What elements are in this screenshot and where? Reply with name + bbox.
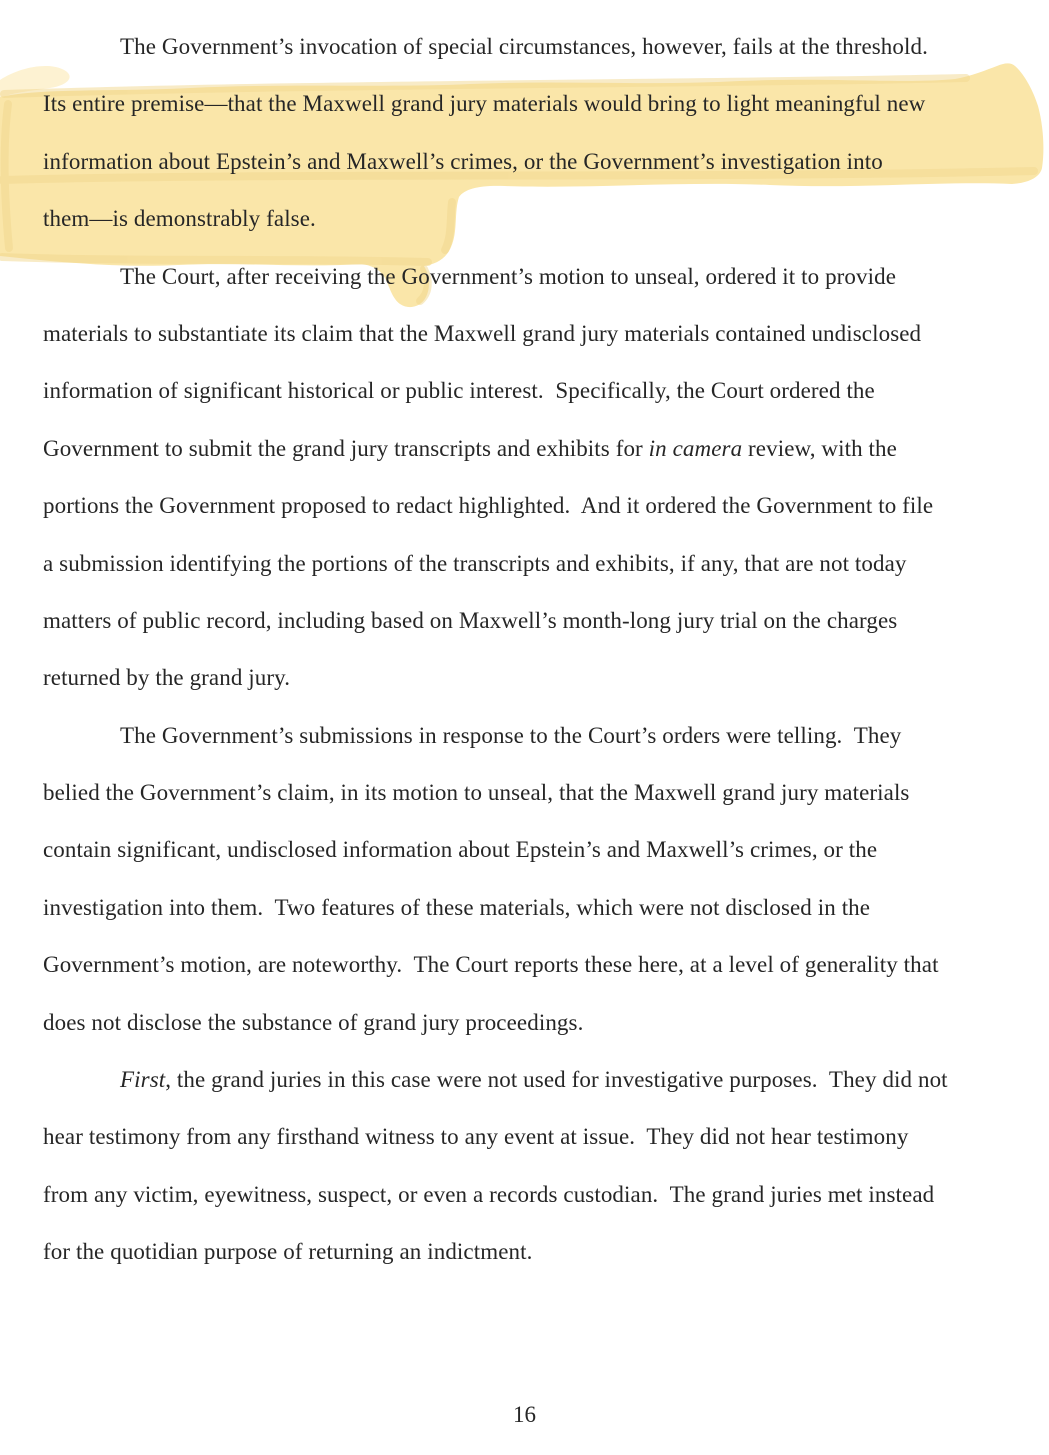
body-text: belied the Government’s claim, in its motion to unseal, that the Maxwell grand jury materials xyxy=(43,780,910,806)
text-line xyxy=(43,663,1021,720)
text-line xyxy=(43,376,1021,433)
page-number: 16 xyxy=(513,1402,536,1427)
text-line xyxy=(43,950,1021,1007)
text-line xyxy=(43,835,1021,892)
text-line xyxy=(43,32,1021,89)
text-line xyxy=(43,606,1021,663)
text-line xyxy=(43,1237,1021,1294)
body-text: information about Epstein’s and Maxwell’s crimes, or the Government’s investigation into xyxy=(43,148,883,174)
highlighter-streak-left xyxy=(5,104,9,248)
text-line xyxy=(43,778,1021,835)
text-line xyxy=(43,491,1021,548)
body-text: Its entire premise—that the Maxwell grand jury materials would bring to light meaningful new xyxy=(43,91,926,117)
document-body xyxy=(43,32,1021,1295)
body-text: hear testimony from any firsthand witness to any event at issue. They did not hear testimony xyxy=(43,1124,909,1150)
text-line xyxy=(43,147,1021,204)
text-line xyxy=(43,893,1021,950)
text-line xyxy=(43,262,1021,319)
text-line xyxy=(43,1180,1021,1237)
body-text: The Government’s invocation of special circumstances, however, fails at the threshold. xyxy=(120,34,928,59)
body-text: does not disclose the substance of grand jury proceedings. xyxy=(43,1009,584,1035)
body-text: , the grand juries in this case were not used for investigative purposes. They did not xyxy=(165,1067,948,1093)
italic-text: First xyxy=(120,1067,166,1093)
body-text: for the quotidian purpose of returning an indictment. xyxy=(43,1239,533,1265)
body-text: information of significant historical or public interest. Specifically, the Court ordered the xyxy=(43,378,875,404)
body-text: materials to substantiate its claim that the Maxwell grand jury materials contained undisclosed xyxy=(43,320,922,346)
text-line xyxy=(43,434,1021,491)
body-text: investigation into them. Two features of these materials, which were not disclosed in the xyxy=(43,894,871,920)
text-line xyxy=(43,1122,1021,1179)
text-line xyxy=(43,549,1021,606)
text-line xyxy=(43,721,1021,778)
body-text: returned by the grand jury. xyxy=(43,665,291,691)
body-text: them—is demonstrably false. xyxy=(43,206,316,232)
body-text: Government’s motion, are noteworthy. The Court reports these here, at a level of generality that xyxy=(43,952,939,978)
text-line xyxy=(43,319,1021,376)
body-text: from any victim, eyewitness, suspect, or even a records custodian. The grand juries met instead xyxy=(43,1181,935,1207)
text-line xyxy=(43,89,1021,146)
body-text: a submission identifying the portions of the transcripts and exhibits, if any, that are not today xyxy=(43,550,907,576)
body-text: contain significant, undisclosed information about Epstein’s and Maxwell’s crimes, or the xyxy=(43,837,878,863)
text-line xyxy=(43,1065,1021,1122)
body-text: portions the Government proposed to redact highlighted. And it ordered the Government to file xyxy=(43,493,934,519)
text-line xyxy=(43,204,1021,261)
body-text: matters of public record, including based on Maxwell’s month-long jury trial on the charges xyxy=(43,607,898,633)
italic-text: in camera xyxy=(648,435,743,461)
body-text: review, with the xyxy=(742,435,897,461)
body-text: Government to submit the grand jury transcripts and exhibits for xyxy=(43,435,649,461)
text-line xyxy=(43,1008,1021,1065)
body-text: The Government’s submissions in response to the Court’s orders were telling. They xyxy=(120,722,902,748)
body-text: The Court, after receiving the Government’s motion to unseal, ordered it to provide xyxy=(120,263,897,289)
